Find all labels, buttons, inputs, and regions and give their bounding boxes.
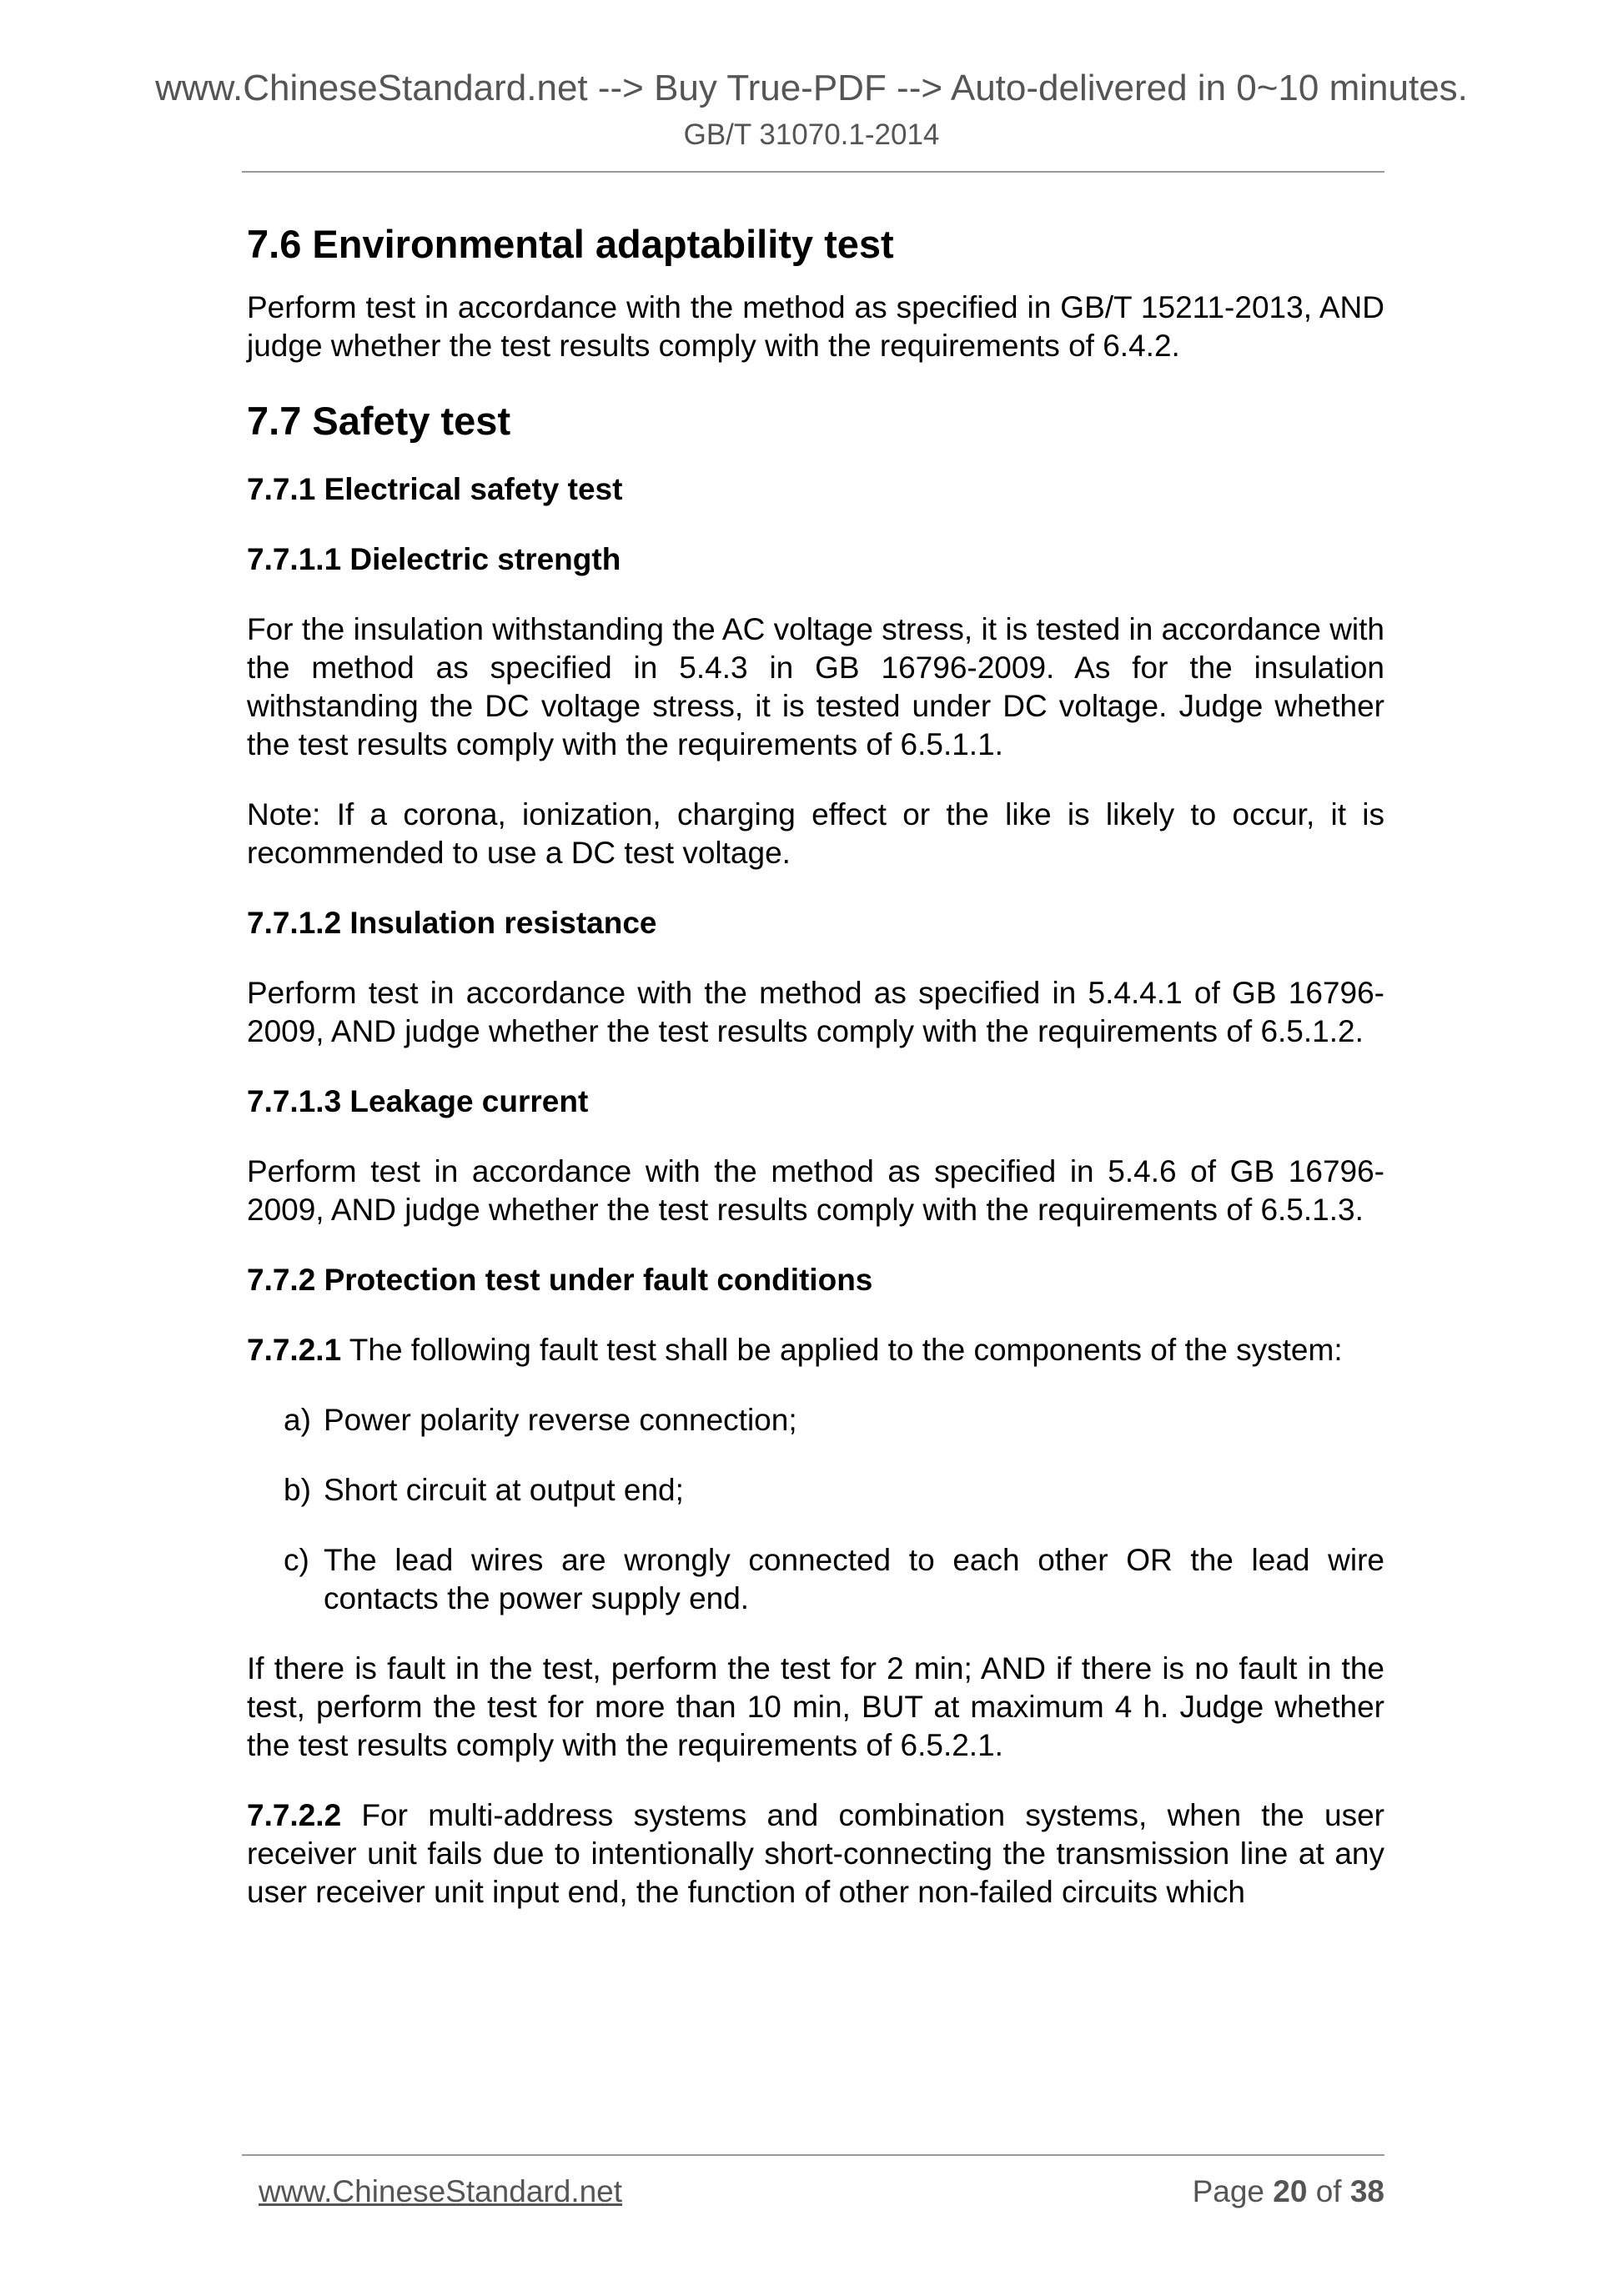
document-code: GB/T 31070.1-2014: [683, 118, 940, 151]
heading-7-7-1-2: 7.7.1.2 Insulation resistance: [247, 906, 657, 940]
heading-7-7: 7.7 Safety test: [247, 399, 511, 443]
note-7-7-1-1: Note: If a corona, ionization, charging effect or the like is likely to occur, it is recommended to use a DC test voltage.: [247, 797, 1384, 870]
list-item-text: The lead wires are wrongly connected to each other OR the lead wire contacts the power supply end.: [324, 1543, 1384, 1615]
list-item: [247, 1471, 1384, 1510]
paragraph-fault-duration: If there is fault in the test, perform the test for 2 min; AND if there is no fault in the test, perform the test for more than 10 min, BUT at maximum 4 h. Judge whether the test results comply with the requirements of 6.5.2.1.: [247, 1651, 1384, 1762]
list-marker: a): [284, 1403, 311, 1437]
heading-7-6: 7.6 Environmental adaptability test: [247, 222, 894, 266]
clause-text-7-7-2-2: For multi-address systems and combination systems, when the user receiver unit fails due to intentionally short-connecting the transmission line at any user receiver unit input end, the function of other non-failed circuits which: [247, 1798, 1384, 1909]
page-indicator: [1193, 2173, 1384, 2211]
heading-7-7-1-3: 7.7.1.3 Leakage current: [247, 1084, 589, 1118]
paragraph-7-7-1-2: Perform test in accordance with the method as specified in 5.4.4.1 of GB 16796-2009, AND judge whether the test results comply with the requirements of 6.5.1.2.: [247, 976, 1384, 1048]
clause-number-7-7-2-1: 7.7.2.1: [247, 1333, 342, 1367]
list-item-text: Power polarity reverse connection;: [324, 1403, 797, 1437]
clause-number-7-7-2-2: 7.7.2.2: [247, 1798, 342, 1832]
paragraph-7-7-2-2: [247, 1796, 1384, 1912]
page-number: 20: [1273, 2174, 1308, 2208]
list-item-text: Short circuit at output end;: [324, 1473, 684, 1507]
page-label: Page: [1192, 2174, 1264, 2208]
paragraph-7-7-2-1: [247, 1331, 1384, 1369]
paragraph-7-7-1-3: Perform test in accordance with the method as specified in 5.4.6 of GB 16796-2009, AND judge whether the test results comply with the requirements of 6.5.1.3.: [247, 1154, 1384, 1227]
of-label: of: [1315, 2174, 1342, 2208]
heading-7-7-1-1: 7.7.1.1 Dielectric strength: [247, 542, 621, 576]
heading-7-7-2: 7.7.2 Protection test under fault conditions: [247, 1263, 873, 1297]
header-divider: [242, 171, 1384, 173]
footer-divider: [242, 2154, 1384, 2156]
paragraph-7-7-1-1: For the insulation withstanding the AC voltage stress, it is tested in accordance with the method as specified in 5.4.3 in GB 16796-2009. As for the insulation withstanding the DC voltage stress, it is tested under DC voltage. Judge whether the test results comply with the requirements of 6.5.1.1.: [247, 612, 1384, 761]
page-total: 38: [1349, 2174, 1384, 2208]
clause-text-7-7-2-1: The following fault test shall be applied to the components of the system:: [341, 1333, 1343, 1367]
header-banner: www.ChineseStandard.net --> Buy True-PDF --> Auto-delivered in 0~10 minutes.: [155, 68, 1468, 108]
footer-site-link[interactable]: www.ChineseStandard.net: [259, 2174, 623, 2208]
list-marker: b): [284, 1473, 311, 1507]
list-marker: c): [284, 1543, 309, 1577]
page-content: [247, 220, 1384, 1912]
heading-7-7-1: 7.7.1 Electrical safety test: [247, 472, 623, 506]
paragraph-7-6: Perform test in accordance with the method as specified in GB/T 15211-2013, AND judge whether the test results comply with the requirements of 6.4.2.: [247, 290, 1384, 363]
list-item: [247, 1541, 1384, 1618]
list-item: [247, 1401, 1384, 1439]
